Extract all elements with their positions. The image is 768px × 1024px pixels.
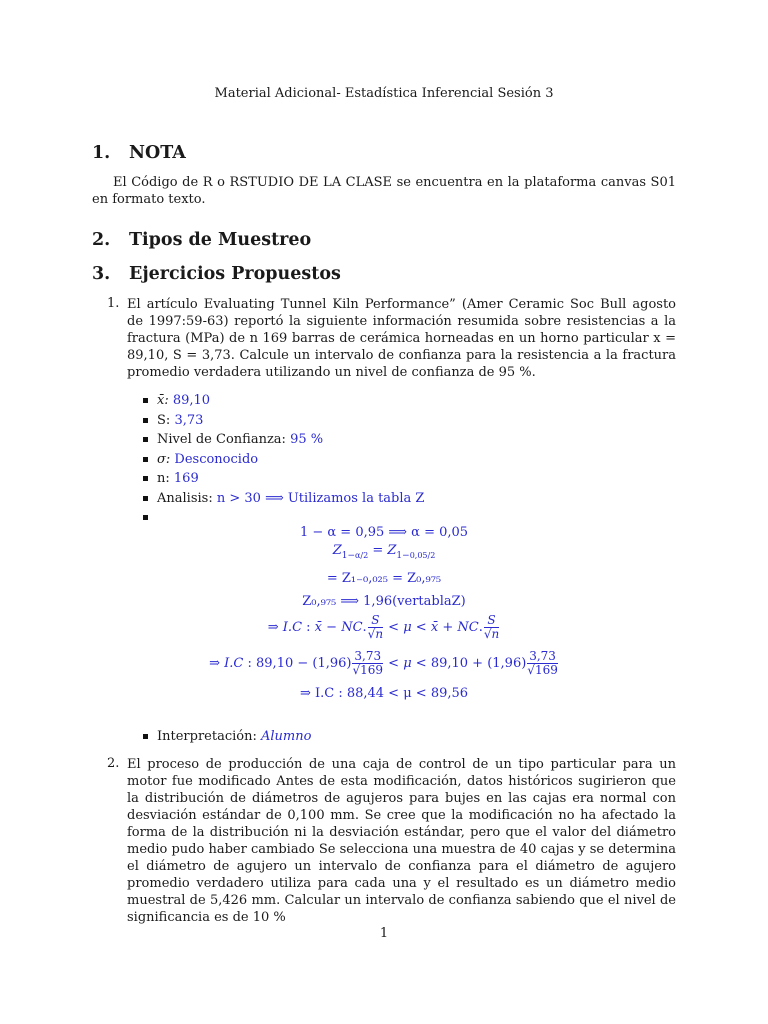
exercise-1-interpretation: [143, 727, 663, 747]
math-line: Z₀,₉₇₅ ⟹ 1,96(vertablaZ): [302, 594, 466, 609]
section-heading-ejercicios: 3. Ejercicios Propuestos: [92, 264, 341, 284]
bullet-icon: [143, 496, 148, 501]
bullet-icon: [143, 418, 148, 423]
list-item: Interpretación: Alumno: [143, 727, 663, 747]
page-header: Material Adicional- Estadística Inferencial Sesión 3: [214, 86, 554, 101]
math-line: ⇒ I.C : 88,44 < μ < 89,56: [299, 686, 469, 701]
bullet-icon: [143, 437, 148, 442]
math-line: ⇒ I.C : 89,10 − (1,96) $\frac{3,73}{√169}$ < μ < 89,10 + (1,96) $\frac{3,73}{√169}$: [209, 649, 558, 677]
exercise-2-text: El proceso de producción de una caja de control de un tipo particular para un motor fue modificado Antes de esta modificación, datos históricos sugirieron que la distribución de diámetros de agujeros para bujes en las cajas era normal con desviación estándar de 0,100 mm. Se cree que la modificación no ha afectado la forma de la distribución ni la desviación estándar, pero que el valor del diámetro medio pudo haber cambiado Se selecciona una muestra de 40 cajas y se determina el diámetro de agujero un intervalo de confianza para el diámetro de agujero promedio verdadero utiliza para cada una y el resultado es un diámetro medio muestral de 5,426 mm. Calcular un intervalo de confianza sabiendo que el nivel de significancia es de 10 %: [127, 757, 676, 925]
exercise-1-math-block: [120, 520, 648, 710]
bullet-icon: [143, 476, 148, 481]
list-item: Nivel de Confianza: 95 %: [143, 430, 663, 450]
math-line: 1 − α = 0,95 ⟹ α = 0,05: [299, 525, 469, 540]
math-line: = Z₁₋₀,₀₂₅ = Z₀,₉₇₅: [326, 571, 442, 586]
list-item: x̄: 89,10: [143, 391, 663, 411]
math-line: $Z_{1-\alpha/2} = Z_{1-0,05/2}$: [332, 543, 436, 561]
section-heading-tipos: 2. Tipos de Muestreo: [92, 230, 312, 250]
list-item: n: 169: [143, 469, 663, 489]
exercise-1-text: El artículo Evaluating Tunnel Kiln Performance” (Amer Ceramic Soc Bull agosto de 1997:59-63) reportó la siguiente información resumida sobre resistencias a la fractura (MPa) de n 169 barras de cerámica horneadas en un horno particular x = 89,10, S = 3,73. Calcule un intervalo de confianza para la resistencia a la fractura promedio verdadera utilizando un nivel de confianza de 95 %.: [127, 297, 676, 380]
list-item: σ: Desconocido: [143, 450, 663, 470]
page-number: 1: [379, 926, 389, 941]
math-line: ⇒ I.C : x̄ − NC. $\frac{S}{√n}$ < μ < x̄ + NC. $\frac{S}{√n}$: [267, 613, 500, 641]
bullet-icon: [143, 457, 148, 462]
section-heading-nota: 1. NOTA: [92, 143, 186, 163]
bullet-icon: [143, 398, 148, 403]
exercise-1-number: 1.: [107, 296, 120, 311]
exercise-1-bullet-list: [143, 391, 663, 528]
list-item: S: 3,73: [143, 411, 663, 431]
bullet-icon: [143, 734, 148, 739]
list-item: Analisis: n > 30 ⟹ Utilizamos la tabla Z: [143, 489, 663, 509]
exercise-2-number: 2.: [107, 756, 120, 771]
nota-paragraph: El Código de R o RSTUDIO DE LA CLASE se encuentra en la plataforma canvas S01 en formato texto.: [92, 175, 676, 207]
